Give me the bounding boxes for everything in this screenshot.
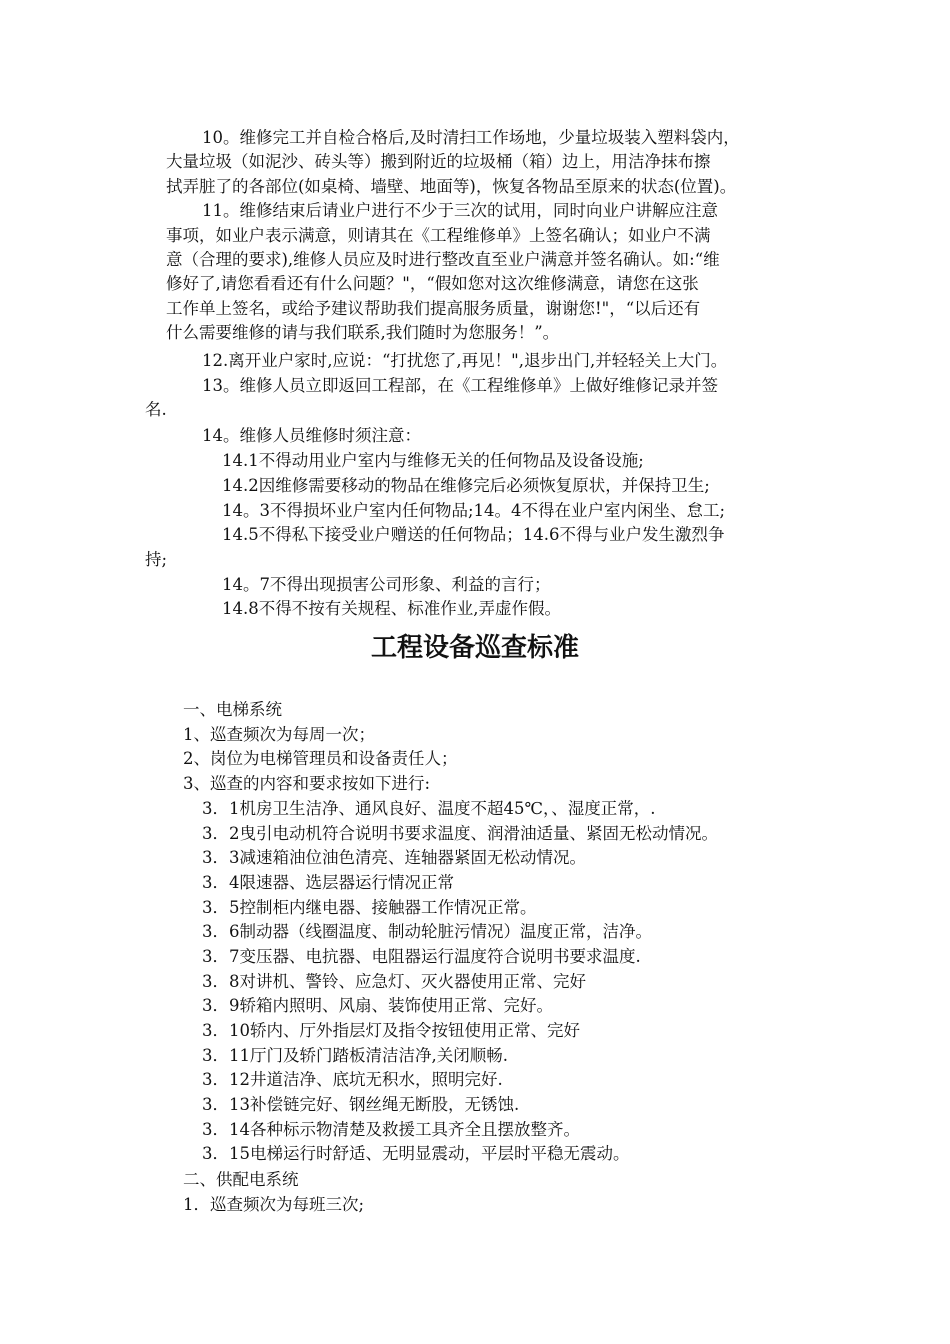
paragraph-line: 13。维修人员立即返回工程部，在《工程维修单》上做好维修记录并签	[202, 376, 718, 395]
list-item: 3．6制动器（线圈温度、制动轮脏污情况）温度正常，洁净。	[202, 922, 652, 941]
list-item: 1．巡查频次为每班三次;	[183, 1195, 365, 1214]
paragraph-line: 14.2因维修需要移动的物品在维修完后必须恢复原状，并保持卫生;	[222, 476, 710, 495]
paragraph-line: 14。维修人员维修时须注意：	[202, 426, 421, 445]
paragraph-line: 14。7不得出现损害公司形象、利益的言行；	[222, 575, 551, 594]
list-item: 3．7变压器、电抗器、电阻器运行温度符合说明书要求温度.	[202, 947, 641, 966]
paragraph-line: 修好了,请您看看还有什么问题？"，“假如您对这次维修满意，请您在这张	[166, 274, 699, 293]
list-item: 3．1机房卫生洁净、通风良好、温度不超45℃，、湿度正常，.	[202, 799, 656, 818]
paragraph-line: 14.8不得不按有关规程、标准作业,弄虚作假。	[222, 599, 561, 618]
paragraph-line: 拭弄脏了的各部位(如桌椅、墙壁、地面等)，恢复各物品至原来的状态(位置)。	[166, 177, 737, 196]
paragraph-line: 12.离开业户家时,应说：“打扰您了,再见！",退步出门,并轻轻关上大门。	[202, 351, 728, 370]
list-item: 3．13补偿链完好、钢丝绳无断股，无锈蚀.	[202, 1095, 520, 1114]
paragraph-line: 14.5不得私下接受业户赠送的任何物品；14.6不得与业户发生激烈争	[222, 525, 725, 544]
section-title: 工程设备巡查标准	[370, 633, 579, 663]
paragraph-line: 11。维修结束后请业户进行不少于三次的试用，同时向业户讲解应注意	[202, 201, 718, 220]
paragraph-line: 14.1不得动用业户室内与维修无关的任何物品及设备设施;	[222, 451, 644, 470]
list-item: 3．5控制柜内继电器、接触器工作情况正常。	[202, 898, 537, 917]
list-item: 3．11厅门及轿门踏板清洁洁净,关闭顺畅.	[202, 1046, 508, 1065]
list-item: 3．14各种标示物清楚及救援工具齐全且摆放整齐。	[202, 1120, 580, 1139]
paragraph-line: 什么需要维修的请与我们联系,我们随时为您服务！”。	[166, 323, 560, 342]
paragraph-line: 名.	[145, 400, 167, 419]
list-item: 3．15电梯运行时舒适、无明显震动，平层时平稳无震动。	[202, 1144, 630, 1163]
section-heading: 二、供配电系统	[183, 1170, 299, 1189]
list-item: 3．8对讲机、警铃、应急灯、灭火器使用正常、完好	[202, 972, 586, 991]
paragraph-line: 意（合理的要求),维修人员应及时进行整改直至业户满意并签名确认。如:“维	[166, 250, 720, 269]
paragraph-line: 10。维修完工并自检合格后,及时清扫工作场地，少量垃圾装入塑料袋内，	[202, 128, 740, 147]
list-item: 3．10轿内、厅外指层灯及指令按钮使用正常、完好	[202, 1021, 580, 1040]
list-item: 3．9轿箱内照明、风扇、装饰使用正常、完好。	[202, 996, 553, 1015]
list-item: 3．2曳引电动机符合说明书要求温度、润滑油适量、紧固无松动情况。	[202, 824, 718, 843]
list-item: 3、巡查的内容和要求按如下进行:	[183, 774, 431, 793]
paragraph-line: 14。3不得损坏业户室内任何物品;14。4不得在业户室内闲坐、怠工;	[222, 501, 726, 520]
list-item: 3．12井道洁净、底坑无积水，照明完好.	[202, 1070, 503, 1089]
list-item: 3．3减速箱油位油色清亮、连轴器紧固无松动情况。	[202, 848, 586, 867]
list-item: 3．4限速器、选层器运行情况正常	[202, 873, 454, 892]
section-heading: 一、电梯系统	[183, 700, 282, 719]
list-item: 1、巡查频次为每周一次；	[183, 725, 375, 744]
paragraph-line: 工作单上签名，或给予建议帮助我们提高服务质量，谢谢您!"，“以后还有	[166, 299, 701, 318]
list-item: 2、岗位为电梯管理员和设备责任人；	[183, 749, 458, 768]
paragraph-line: 持;	[145, 550, 168, 569]
paragraph-line: 大量垃圾（如泥沙、砖头等）搬到附近的垃圾桶（箱）边上，用洁净抹布擦	[166, 152, 711, 171]
paragraph-line: 事项，如业户表示满意，则请其在《工程维修单》上签名确认；如业户不满	[166, 226, 711, 245]
